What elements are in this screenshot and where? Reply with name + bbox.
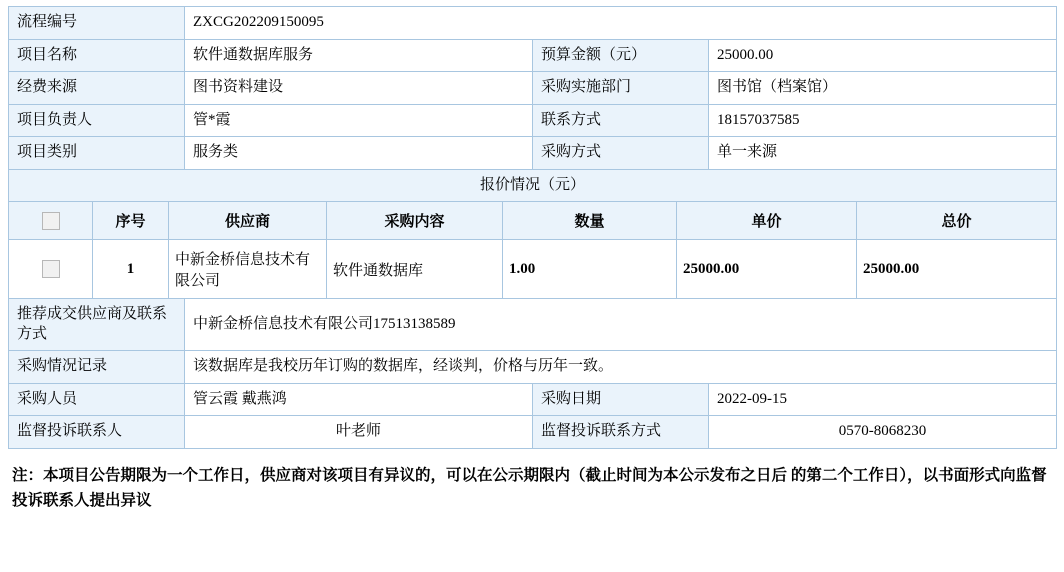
select-all-header [9, 202, 93, 240]
field-label-manager: 项目负责人 [9, 104, 185, 137]
field-value-contact: 18157037585 [709, 104, 1057, 137]
table-row [9, 299, 1057, 351]
cell-total-price: 25000.00 [857, 240, 1057, 299]
table-row [9, 383, 1057, 416]
field-value-complaint-contact: 叶老师 [185, 416, 533, 449]
row-select-cell [9, 240, 93, 299]
field-value-department: 图书馆（档案馆） [709, 72, 1057, 105]
field-value-date: 2022-09-15 [709, 383, 1057, 416]
field-value-category: 服务类 [185, 137, 533, 170]
procurement-info-table [8, 6, 1057, 202]
field-value-method: 单一来源 [709, 137, 1057, 170]
quote-table [8, 201, 1057, 299]
field-value-complaint-phone: 0570-8068230 [709, 416, 1057, 449]
field-label-contact: 联系方式 [533, 104, 709, 137]
field-label-complaint-contact: 监督投诉联系人 [9, 416, 185, 449]
column-header-content: 采购内容 [327, 202, 503, 240]
field-value-budget: 25000.00 [709, 39, 1057, 72]
cell-quantity: 1.00 [503, 240, 677, 299]
field-value-project-name: 软件通数据库服务 [185, 39, 533, 72]
field-label-recommended-supplier: 推荐成交供应商及联系方式 [9, 299, 185, 351]
cell-content: 软件通数据库 [327, 240, 503, 299]
field-label-complaint-phone: 监督投诉联系方式 [533, 416, 709, 449]
field-label-department: 采购实施部门 [533, 72, 709, 105]
table-row [9, 137, 1057, 170]
field-value-record: 该数据库是我校历年订购的数据库，经谈判，价格与历年一致。 [185, 351, 1057, 384]
column-header-unit-price: 单价 [677, 202, 857, 240]
table-row [9, 169, 1057, 202]
column-header-quantity: 数量 [503, 202, 677, 240]
field-label-process-no: 流程编号 [9, 7, 185, 40]
cell-supplier: 中新金桥信息技术有限公司 [169, 240, 327, 299]
field-value-recommended-supplier: 中新金桥信息技术有限公司17513138589 [185, 299, 1057, 351]
field-label-budget: 预算金额（元） [533, 39, 709, 72]
field-label-record: 采购情况记录 [9, 351, 185, 384]
field-label-staff: 采购人员 [9, 383, 185, 416]
cell-index: 1 [93, 240, 169, 299]
row-checkbox[interactable] [42, 260, 60, 278]
table-header-row [9, 202, 1057, 240]
cell-unit-price: 25000.00 [677, 240, 857, 299]
table-row [9, 39, 1057, 72]
table-row [9, 104, 1057, 137]
table-row [9, 351, 1057, 384]
section-title-quote: 报价情况（元） [9, 169, 1057, 202]
field-label-date: 采购日期 [533, 383, 709, 416]
table-row [9, 72, 1057, 105]
column-header-total-price: 总价 [857, 202, 1057, 240]
notice-text: 注：本项目公告期限为一个工作日，供应商对该项目有异议的，可以在公示期限内（截止时间为本公示发布之日后 的第二个工作日），以书面形式向监督投诉联系人提出异议 [12, 466, 1047, 510]
table-row [9, 416, 1057, 449]
field-value-manager: 管*霞 [185, 104, 533, 137]
field-label-funding-source: 经费来源 [9, 72, 185, 105]
table-row [9, 240, 1057, 299]
column-header-index: 序号 [93, 202, 169, 240]
column-header-supplier: 供应商 [169, 202, 327, 240]
field-value-process-no: ZXCG202209150095 [185, 7, 1057, 40]
field-value-funding-source: 图书资料建设 [185, 72, 533, 105]
field-value-staff: 管云霞 戴燕鸿 [185, 383, 533, 416]
table-row [9, 7, 1057, 40]
field-label-project-name: 项目名称 [9, 39, 185, 72]
select-all-checkbox[interactable] [42, 212, 60, 230]
field-label-method: 采购方式 [533, 137, 709, 170]
summary-table [8, 298, 1057, 449]
field-label-category: 项目类别 [9, 137, 185, 170]
